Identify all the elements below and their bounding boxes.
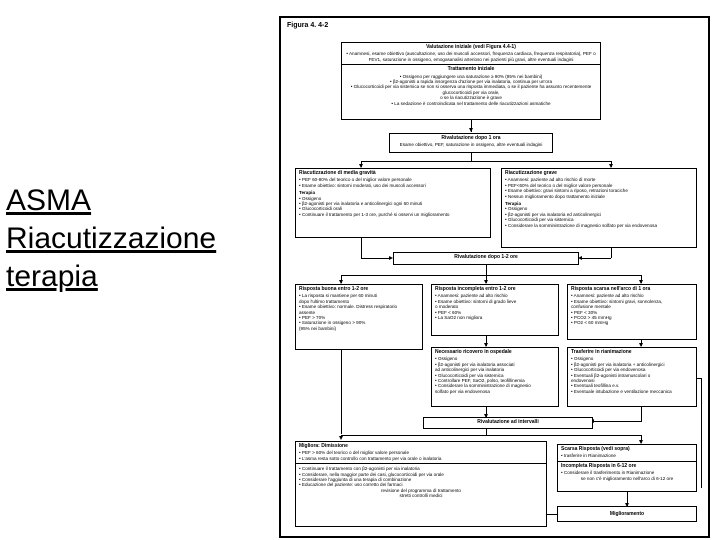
good-response-box — [295, 284, 423, 350]
icu-line: • Eventuali teofillina e.v. — [571, 383, 620, 389]
hospital-line: • β2-agonisti per via inalatoria associati — [435, 361, 515, 367]
moderate-therapy-line: • β2-agonisti per via inalatoria e anticolinergici ogni 60 minuti — [299, 201, 423, 207]
reeval-1h-box — [389, 133, 553, 153]
severe-therapy-title: Terapia — [505, 201, 521, 207]
poor-right-line: • trasferire in Rianimazione — [561, 453, 616, 459]
moderate-therapy-line: • Glucocorticoidi orali — [299, 206, 342, 212]
icu-line: endovenosi — [571, 378, 595, 384]
hospital-line: • Glucocorticoidi per via sistemica — [435, 372, 504, 378]
initial-eval-line: • Anamnesi, esame obiettivo (auscultazione, uso dei muscoli accessori, frequenza cardiaca, frequenza respiratoria), PEF o — [346, 51, 596, 57]
poor-response-line: • PEF < 30% — [571, 309, 598, 315]
poor-response-line: confusione mentale — [571, 304, 611, 310]
slide-title-line-1: ASMA — [6, 184, 92, 217]
severe-line: • PEF<60% del teorico o del miglior valore personale — [505, 182, 613, 188]
moderate-therapy-line: • Ossigeno — [299, 195, 322, 201]
severe-line: • Anamnesi: paziente ad alto rischio di morte — [505, 177, 596, 183]
good-response-line: • Saturazione in ossigeno > 90% — [299, 320, 366, 326]
reeval-intervals-box — [423, 417, 593, 429]
good-response-line: (95% nei bambini) — [299, 325, 337, 331]
discharge-therapy-line: stretti controlli medici — [399, 493, 443, 499]
discharge-title: Migliora: Dimissione — [299, 443, 348, 449]
discharge-box — [295, 441, 547, 527]
discharge-therapy-line: • Considerare l'aggiunta di una terapia di combinazione — [299, 477, 412, 483]
slide-title — [6, 182, 216, 296]
hospital-line: solfato per via endovenosa — [435, 388, 490, 394]
severe-line: • Nessun miglioramento dopo trattamento iniziale — [505, 193, 605, 199]
poor-right-title: Scarsa Risposta (vedi sopra) — [561, 446, 630, 452]
moderate-line: • PEF 60-80% del teorico o del miglior valore personale — [299, 177, 412, 183]
reeval-1-2h-title: Rivalutazione dopo 1-2 ore — [454, 254, 518, 260]
severe-therapy-line: • Considerare la somministrazione di magnesio solfato per via endovenosa — [505, 222, 658, 228]
discharge-line: • L'asma resta sotto controllo con trattamento per via orale o inalatoria — [299, 455, 442, 461]
incomplete-response-box — [431, 284, 559, 336]
incomplete-right-title: Incompleta Risposta in 6-12 ore — [561, 462, 637, 469]
incomplete-response-line: • La SaO2 non migliora — [435, 315, 483, 321]
initial-eval-box — [341, 42, 601, 120]
flowchart-figure — [279, 16, 710, 538]
hospital-admission-box — [431, 347, 559, 407]
good-response-line: dopo l'ultimo trattamento — [299, 298, 350, 304]
incomplete-response-line: • Esame obiettivo: sintomi di grado lieve — [435, 298, 517, 304]
reeval-intervals-title: Rivalutazione ad intervalli — [477, 419, 539, 425]
poor-response-title: Risposta scarsa nell'arco di 1 ora — [571, 286, 651, 292]
icu-line: • Eventuali β2-agonisti intramuscolari o — [571, 372, 651, 378]
good-response-line: • La risposta si mantiene per 60 minuti — [299, 293, 377, 299]
initial-treatment-line: o se la riacutizzazione è grave — [440, 95, 502, 101]
severe-therapy-line: • Ossigeno — [505, 206, 528, 212]
poor-response-line: • Esame obiettivo: sintomi gravi, sonnolenza, — [571, 298, 663, 304]
poor-response-line: • Anamnesi: paziente ad alto rischio — [571, 293, 644, 299]
icu-title: Trasferire in rianimazione — [571, 349, 632, 355]
severe-exacerbation-box — [501, 168, 697, 248]
initial-treatment-line: • La sedazione è controindicata nel trattamento delle riacutizzazioni asmatiche — [391, 100, 551, 106]
moderate-line: • Esame obiettivo: sintomi moderati, uso dei muscoli accessori — [299, 182, 426, 188]
slide-title-line-2: Riacutizzazione — [6, 222, 217, 255]
incomplete-response-line: o moderato — [435, 304, 459, 310]
initial-treatment-line: • Glucocorticoidi per via sistemica se non si osserva una risposta immediata, o se il paziente ha assunto recentemente glucocorticoidi per via orale, — [350, 84, 592, 95]
icu-line: • Ossigeno — [571, 356, 594, 362]
discharge-therapy-line: revisione del programma di trattamento — [381, 487, 461, 493]
moderate-therapy-line: • Continuare il trattamento per 1-3 ore, purché si osservi un miglioramento — [299, 211, 450, 217]
severe-title: Riacutizzazione grave — [505, 170, 557, 176]
good-response-line: • Esame obiettivo: normale. Distress respiratorio — [299, 304, 398, 310]
hospital-title: Necessario ricovero in ospedale — [435, 349, 512, 355]
poor-response-line: • PO2 < 60 mmHg — [571, 320, 609, 326]
moderate-therapy-title: Terapia — [299, 190, 315, 196]
initial-treatment-line: • β2-agonisti a rapida insorgenza d'azione per via inalatoria, continua per un'ora — [389, 79, 553, 85]
icu-transfer-box — [567, 347, 697, 407]
poor-incomplete-box — [557, 444, 697, 492]
good-response-title: Risposta buona entro 1-2 ore — [299, 286, 369, 292]
incomplete-response-line: • Anamnesi: paziente ad alto rischio — [435, 293, 508, 299]
improvement-title: Miglioramento — [609, 511, 645, 517]
poor-response-box — [567, 284, 697, 340]
incomplete-response-line: • PEF < 60% — [435, 309, 462, 315]
initial-treatment-line: • Ossigeno per raggiungere una saturazione ≥ 90% (95% nei bambini) — [399, 73, 543, 79]
icu-line: • β2-agonisti per via inalatoria + anticolinergici — [571, 361, 665, 367]
improvement-box — [557, 506, 697, 522]
reeval-1h-line: Esame obiettivo, PEF, saturazione in ossigeno, altre eventuali indagini — [399, 142, 543, 148]
good-response-line: • PEF > 70% — [299, 315, 326, 321]
slide-title-line-3: terapia — [6, 260, 98, 293]
figure-label: Figura 4. 4-2 — [287, 22, 329, 29]
discharge-line: • PEF > 60% del teorico o del miglior valore personale — [299, 450, 410, 456]
severe-therapy-line: • Glucocorticoidi per via sistemica — [505, 217, 574, 223]
initial-treatment-title: Trattamento iniziale — [447, 66, 495, 73]
initial-eval-title: Valutazione iniziale (vedi Figura 4.4-1) — [426, 44, 516, 50]
reeval-1-2h-box — [393, 252, 579, 265]
hospital-line: • Controllare PEF, SaO2, polso, teofillinemia — [435, 378, 525, 384]
incomplete-right-line: • Considerare il trasferimento in Rianimazione — [561, 470, 655, 476]
moderate-title: Riacutizzazione di media gravità — [299, 170, 376, 176]
hospital-line: • Ossigeno — [435, 356, 458, 362]
discharge-therapy-line: • Continuare il trattamento con β2-agonisti per via inalatoria — [299, 466, 420, 472]
discharge-therapy-line: • Educazione del paziente: uso corretto dei farmaci — [299, 482, 403, 488]
poor-response-line: • PCO2 > 45 mmHg — [571, 315, 612, 321]
severe-line: • Esame obiettivo: gravi sintomi a riposo, retrazioni toraciche — [505, 188, 628, 194]
incomplete-response-title: Risposta incompleta entro 1-2 ore — [435, 286, 516, 292]
hospital-line: • Considerare la somministrazione di magnesio — [435, 383, 531, 389]
severe-therapy-line: • β2-agonisti per via inalatoria ed anticolinergici — [505, 211, 601, 217]
incomplete-right-line: se non c'è miglioramento nell'arco di 6-12 ore — [580, 475, 674, 481]
good-response-line: assente — [299, 309, 316, 315]
moderate-exacerbation-box — [295, 168, 491, 238]
initial-eval-line: FEV1, saturazione in ossigeno, emogasanalisi arterioso nei pazienti più gravi, altre eventuali indagini — [368, 56, 574, 62]
hospital-line: ad anticolinergici per via inalatoria — [435, 367, 505, 373]
discharge-therapy-line: • Considerare, nella maggior parte dei casi, glucocorticoidi per via orale — [299, 471, 444, 477]
icu-line: • Glucocorticoidi per via endovenosa — [571, 367, 646, 373]
icu-line: • Eventuale intubazione e ventilazione meccanica — [571, 388, 672, 394]
reeval-1h-title: Rivalutazione dopo 1 ora — [441, 135, 501, 141]
